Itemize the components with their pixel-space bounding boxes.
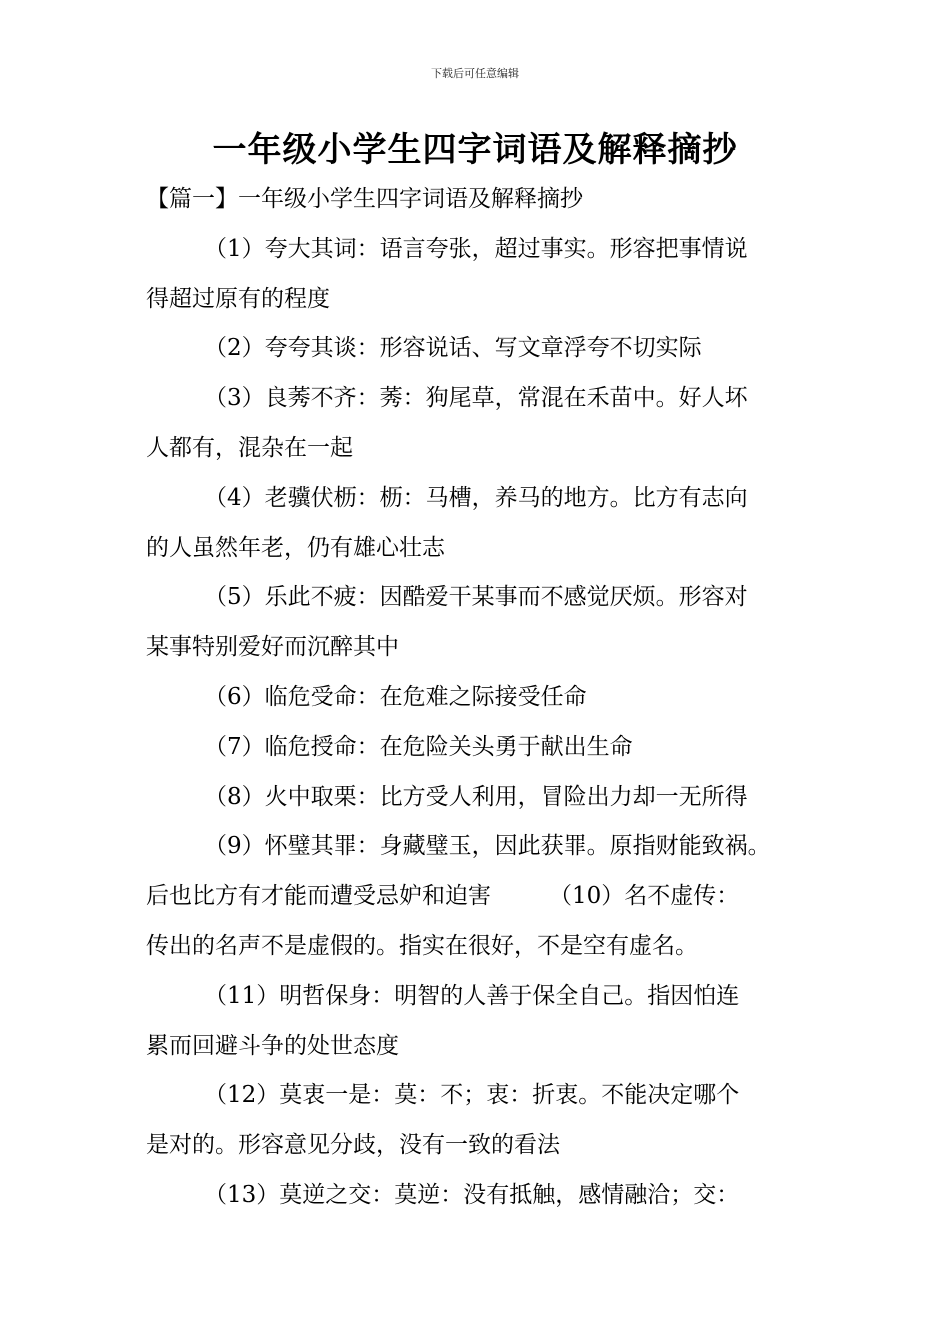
entry-line: 的人虽然年老，仍有雄心壮志 [146, 534, 445, 561]
entry-line-part: 后也比方有才能而遭受忌妒和迫害 [146, 883, 491, 910]
entry-line: （4）老骥伏枥：枥：马槽，养马的地方。比方有志向 [204, 484, 748, 511]
entry-line: （7）临危授命：在危险关头勇于献出生命 [204, 733, 633, 760]
entry-line-combined [146, 872, 816, 922]
document-body [146, 175, 816, 1221]
entry-line: （6）临危受命：在危难之际接受任命 [204, 683, 587, 710]
entry-line: 得超过原有的程度 [146, 285, 330, 312]
entry-line: （13）莫逆之交：莫逆：没有抵触，感情融洽；交： [204, 1181, 740, 1208]
entry-line: 某事特别爱好而沉醉其中 [146, 634, 399, 661]
entry-line: （8）火中取栗：比方受人利用，冒险出力却一无所得 [204, 783, 748, 810]
entry-line: （11）明哲保身：明智的人善于保全自己。指因怕连 [204, 982, 740, 1009]
entry-line: （1）夸大其词：语言夸张，超过事实。形容把事情说 [204, 235, 748, 262]
entry-line: （12）莫衷一是：莫：不；衷：折衷。不能决定哪个 [204, 1082, 740, 1109]
entry-line: （3）良莠不齐：莠：狗尾草，常混在禾苗中。好人坏 [204, 385, 748, 412]
section-heading: 【篇一】一年级小学生四字词语及解释摘抄 [146, 186, 583, 212]
entry-line: 人都有，混杂在一起 [146, 434, 353, 461]
entry-line: 累而回避斗争的处世态度 [146, 1032, 399, 1059]
entry-line: 是对的。形容意见分歧，没有一致的看法 [146, 1132, 560, 1159]
entry-line: （2）夸夸其谈：形容说话、写文章浮夸不切实际 [204, 335, 702, 362]
header-note: 下载后可任意编辑 [431, 67, 519, 80]
document-title: 一年级小学生四字词语及解释摘抄 [212, 130, 738, 170]
entry-line-part: （10）名不虚传： [549, 883, 740, 910]
entry-line: 传出的名声不是虚假的。指实在很好，不是空有虚名。 [146, 932, 698, 959]
entry-line: （5）乐此不疲：因酷爱干某事而不感觉厌烦。形容对 [204, 584, 748, 611]
entry-line: （9）怀璧其罪：身藏璧玉，因此获罪。原指财能致祸。 [204, 833, 771, 860]
